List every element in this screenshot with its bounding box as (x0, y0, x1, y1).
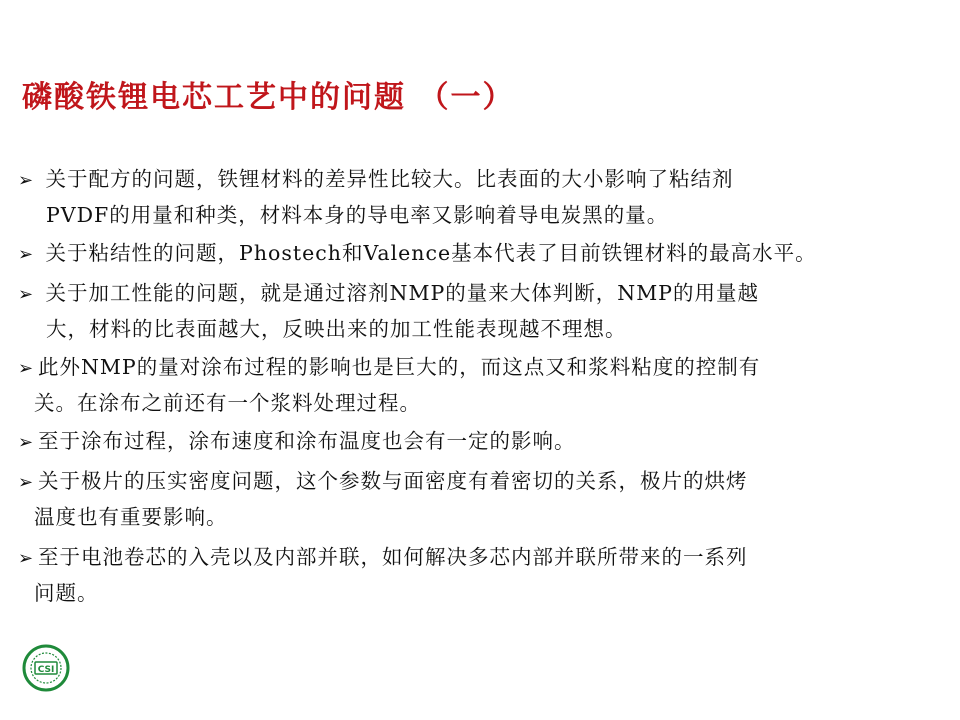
arrow-bullet-icon: ➢ (18, 548, 35, 569)
organization-seal-logo (22, 644, 70, 692)
bullet-text-line: 温度也有重要影响。 (34, 505, 228, 529)
bullet-text-line: 至于电池卷芯的入壳以及内部并联，如何解决多芯内部并联所带来的一系列 (38, 545, 748, 569)
bullet-text-line: PVDF的用量和种类，材料本身的导电率又影响着导电炭黑的量。 (46, 203, 669, 227)
bullet-text-line: 关于粘结性的问题，Phostech和Valence基本代表了目前铁锂材料的最高水平。 (45, 241, 817, 265)
bullet-text-line: 关于加工性能的问题，就是通过溶剂NMP的量来大体判断，NMP的用量越 (45, 281, 759, 305)
bullet-item (18, 162, 943, 232)
bullet-item (18, 350, 943, 420)
bullet-text-line: 大，材料的比表面越大，反映出来的加工性能表现越不理想。 (46, 317, 627, 341)
arrow-bullet-icon: ➢ (18, 432, 35, 453)
bullet-text-line: 问题。 (34, 581, 99, 605)
arrow-bullet-icon: ➢ (18, 170, 35, 191)
bullet-text-line: 至于涂布过程，涂布速度和涂布温度也会有一定的影响。 (38, 429, 576, 453)
bullet-item (18, 276, 943, 346)
bullet-text-line: 关于配方的问题，铁锂材料的差异性比较大。比表面的大小影响了粘结剂 (45, 167, 734, 191)
arrow-bullet-icon: ➢ (18, 244, 35, 265)
logo-text: CSI (37, 665, 55, 675)
arrow-bullet-icon: ➢ (18, 472, 35, 493)
bullet-text-line: 关于极片的压实密度问题，这个参数与面密度有着密切的关系，极片的烘烤 (38, 469, 748, 493)
bullet-item (18, 424, 943, 460)
bullet-text-line: 关。在涂布之前还有一个浆料处理过程。 (34, 391, 421, 415)
arrow-bullet-icon: ➢ (18, 284, 35, 305)
slide-title: 磷酸铁锂电芯工艺中的问题 （一） (22, 80, 515, 115)
bullet-item (18, 464, 943, 534)
arrow-bullet-icon: ➢ (18, 358, 35, 379)
bullet-item (18, 236, 943, 272)
bullet-item (18, 540, 943, 610)
bullet-text-line: 此外NMP的量对涂布过程的影响也是巨大的，而这点又和浆料粘度的控制有 (38, 355, 761, 379)
